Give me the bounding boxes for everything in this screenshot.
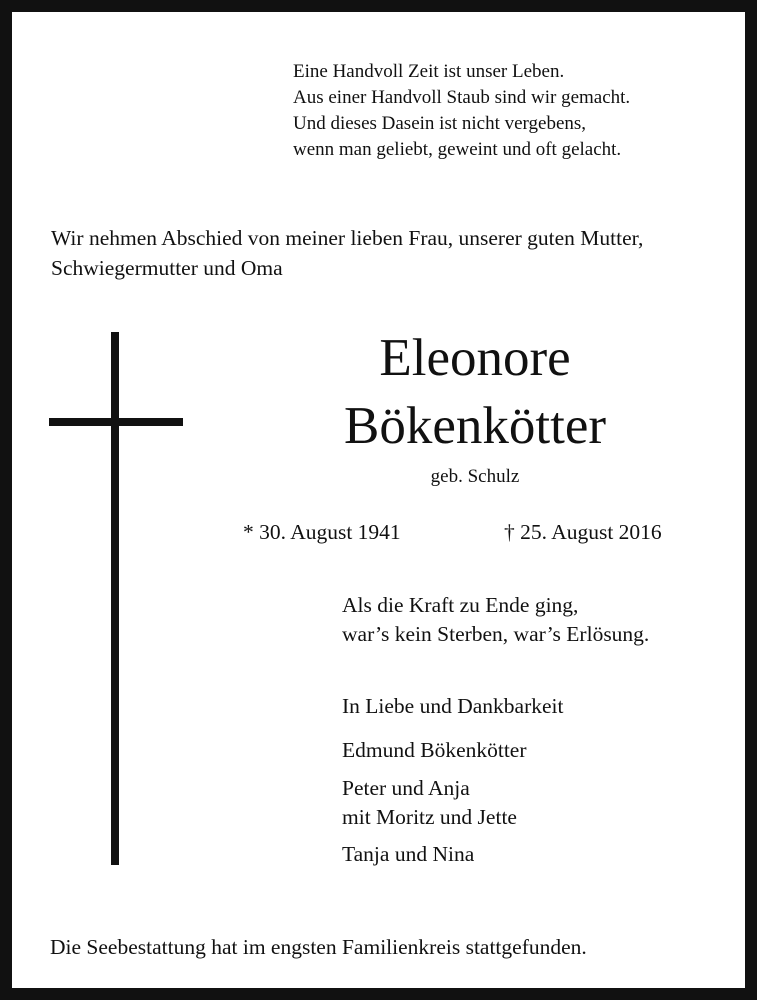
deceased-first-name: Eleonore bbox=[379, 329, 571, 387]
mourner-name-text: Peter und Anja bbox=[342, 776, 470, 800]
quote-line: Als die Kraft zu Ende ging, bbox=[342, 593, 579, 617]
death-date: † 25. August 2016 bbox=[504, 520, 662, 544]
mourner-group bbox=[342, 774, 517, 832]
mourner-name bbox=[342, 736, 527, 765]
burial-note: Die Seebestattung hat im engsten Familienkreis stattgefunden. bbox=[50, 935, 587, 959]
poem-line: Eine Handvoll Zeit ist unser Leben. bbox=[293, 61, 565, 82]
cross-icon-bar bbox=[49, 418, 183, 426]
poem-line: Und dieses Dasein ist nicht vergebens, bbox=[293, 113, 587, 134]
deceased-name bbox=[242, 324, 708, 460]
quote-line: war’s kein Sterben, war’s Erlösung. bbox=[342, 622, 650, 646]
deceased-last-name: Bökenkötter bbox=[344, 397, 606, 455]
poem bbox=[293, 59, 630, 163]
mourners-heading bbox=[342, 692, 564, 721]
farewell-intro: Wir nehmen Abschied von meiner lieben Frau, unserer guten Mutter, Schwiegermutter und Oma bbox=[51, 226, 644, 280]
quote bbox=[342, 591, 649, 649]
cross-icon bbox=[111, 332, 119, 865]
mourner-name-text: mit Moritz und Jette bbox=[342, 805, 517, 829]
birth-date: * 30. August 1941 bbox=[243, 520, 401, 544]
poem-line: Aus einer Handvoll Staub sind wir gemacht. bbox=[293, 87, 631, 108]
poem-line: wenn man geliebt, geweint und oft gelacht. bbox=[293, 139, 622, 160]
mourner-name-text: Tanja und Nina bbox=[342, 842, 475, 866]
birth-name: geb. Schulz bbox=[430, 466, 520, 487]
mourner-name-text: Edmund Bökenkötter bbox=[342, 738, 527, 762]
mourner-name bbox=[342, 840, 474, 869]
mourners-heading-text: In Liebe und Dankbarkeit bbox=[342, 694, 564, 718]
